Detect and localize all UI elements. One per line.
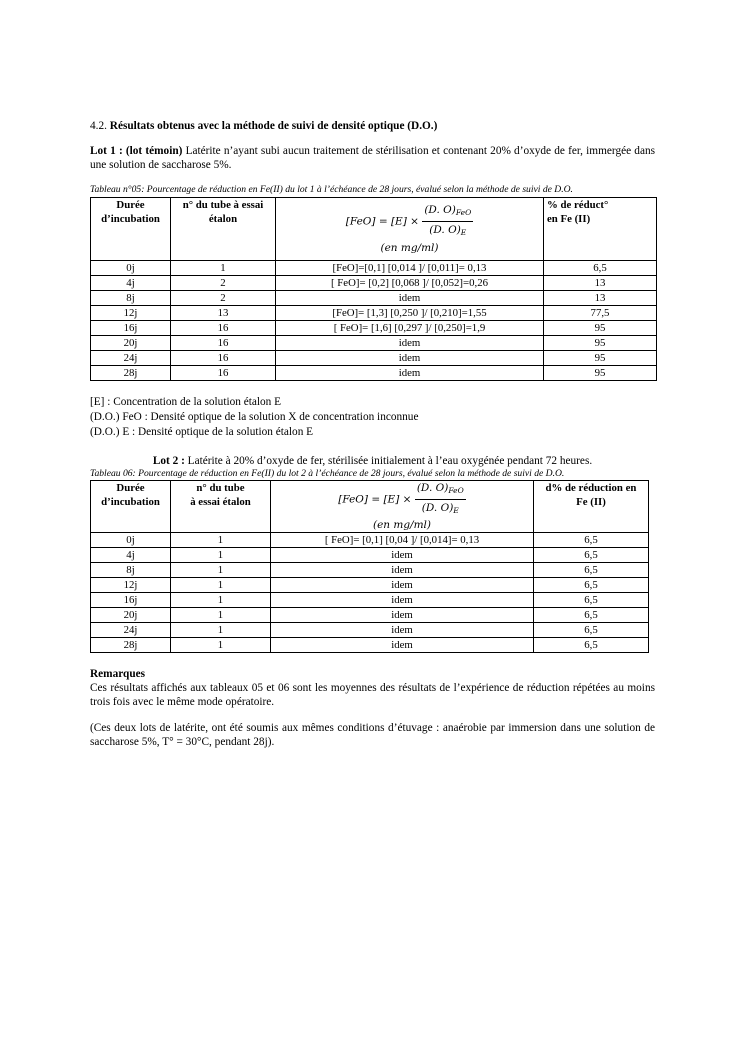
cell-tube: 1 — [171, 548, 271, 563]
cell-calc: [FeO]=[0,1] [0,014 ]/ [0,011]= 0,13 — [276, 261, 544, 276]
lot1-label: Lot 1 : (lot témoin) — [90, 145, 183, 157]
header-formula: [FeO] = [E] × $\frac{(D. O)_{FeO}}{(D. O)_E}$ (en mg/ml) — [271, 481, 534, 533]
cell-pct: 95 — [544, 351, 657, 366]
remarks-paragraph-2: (Ces deux lots de latérite, ont été soumis aux mêmes conditions d’étuvage : anaérobie par immersion dans une solution de saccharose 5%, T° = 30°C, pendant 28j). — [90, 722, 655, 748]
cell-calc: idem — [271, 548, 534, 563]
legend-line: (D.O.) FeO : Densité optique de la solution X de concentration inconnue — [90, 411, 419, 423]
table-row — [91, 336, 657, 351]
header-formula: [FeO] = [E] × $\frac{(D. O)_{FeO}}{(D. O)_E}$ (en mg/ml) — [276, 198, 544, 261]
cell-pct: 6,5 — [534, 623, 649, 638]
header-pct: d% de réduction en Fe (II) — [534, 481, 649, 533]
cell-duree: 16j — [91, 321, 171, 336]
table-row — [91, 608, 649, 623]
cell-tube: 16 — [171, 336, 276, 351]
cell-tube: 2 — [171, 276, 276, 291]
cell-tube: 2 — [171, 291, 276, 306]
cell-tube: 1 — [171, 623, 271, 638]
cell-tube: 1 — [171, 261, 276, 276]
section-title: Résultats obtenus avec la méthode de suivi de densité optique (D.O.) — [109, 120, 438, 132]
cell-tube: 1 — [171, 533, 271, 548]
table-row — [91, 276, 657, 291]
cell-pct: 6,5 — [534, 548, 649, 563]
cell-pct: 6,5 — [534, 533, 649, 548]
table-row — [91, 638, 649, 653]
header-tube: n° du tube à essai étalon — [171, 198, 276, 261]
cell-pct: 95 — [544, 336, 657, 351]
cell-calc: idem — [276, 366, 544, 381]
cell-pct: 6,5 — [534, 608, 649, 623]
cell-duree: 12j — [91, 578, 171, 593]
table-row — [91, 261, 657, 276]
table-row — [91, 351, 657, 366]
cell-pct: 13 — [544, 291, 657, 306]
cell-tube: 1 — [171, 593, 271, 608]
header-tube: n° du tube à essai étalon — [171, 481, 271, 533]
remarks-title: Remarques — [90, 668, 146, 680]
table-06 — [90, 480, 649, 653]
cell-pct: 6,5 — [534, 638, 649, 653]
cell-tube: 1 — [171, 578, 271, 593]
table-row — [91, 578, 649, 593]
table-row — [91, 548, 649, 563]
cell-duree: 28j — [91, 366, 171, 381]
lot2-text: Latérite à 20% d’oxyde de fer, stérilisée initialement à l’eau oxygénée pendant 72 heures. — [187, 455, 593, 467]
header-duree: Durée d’incubation — [91, 198, 171, 261]
table2-caption: Tableau 06: Pourcentage de réduction en Fe(II) du lot 2 à l’échéance de 28 jours, évalué selon la méthode de suivi de D.O. — [90, 468, 565, 479]
section-number: 4.2. — [90, 120, 107, 132]
cell-calc: idem — [271, 563, 534, 578]
table-05 — [90, 197, 657, 381]
table-row — [91, 593, 649, 608]
cell-calc: idem — [271, 623, 534, 638]
cell-pct: 6,5 — [534, 578, 649, 593]
cell-pct: 6,5 — [534, 593, 649, 608]
table-row — [91, 366, 657, 381]
legend — [90, 395, 655, 440]
cell-duree: 28j — [91, 638, 171, 653]
remarks-paragraph-1: Ces résultats affichés aux tableaux 05 et 06 sont les moyennes des résultats de l’expérience de réduction répétées au moins trois fois avec le même mode opératoire. — [90, 682, 655, 708]
table-row — [91, 563, 649, 578]
table-row — [91, 623, 649, 638]
lot2-label: Lot 2 : — [152, 455, 185, 467]
cell-tube: 16 — [171, 321, 276, 336]
cell-calc: idem — [276, 351, 544, 366]
cell-pct: 95 — [544, 321, 657, 336]
cell-calc: idem — [271, 578, 534, 593]
legend-line: (D.O.) E : Densité optique de la solution étalon E — [90, 426, 314, 438]
cell-tube: 1 — [171, 563, 271, 578]
cell-pct: 6,5 — [534, 563, 649, 578]
cell-calc: idem — [271, 608, 534, 623]
cell-pct: 95 — [544, 366, 657, 381]
cell-tube: 16 — [171, 351, 276, 366]
cell-tube: 13 — [171, 306, 276, 321]
cell-tube: 1 — [171, 638, 271, 653]
cell-pct: 13 — [544, 276, 657, 291]
cell-calc: [ FeO]= [0,1] [0,04 ]/ [0,014]= 0,13 — [271, 533, 534, 548]
cell-duree: 8j — [91, 563, 171, 578]
cell-duree: 24j — [91, 351, 171, 366]
cell-tube: 16 — [171, 366, 276, 381]
cell-duree: 20j — [91, 336, 171, 351]
legend-line: [E] : Concentration de la solution étalon E — [90, 396, 282, 408]
cell-calc: idem — [276, 336, 544, 351]
table-row — [91, 306, 657, 321]
table-row — [91, 533, 649, 548]
cell-pct: 77,5 — [544, 306, 657, 321]
header-pct: % de réduct° en Fe (II) — [544, 198, 657, 261]
cell-duree: 4j — [91, 276, 171, 291]
cell-duree: 24j — [91, 623, 171, 638]
cell-duree: 20j — [91, 608, 171, 623]
cell-duree: 12j — [91, 306, 171, 321]
header-duree: Durée d’incubation — [91, 481, 171, 533]
lot1-text: Latérite n’ayant subi aucun traitement de stérilisation et contenant 20% d’oxyde de fer, immergée dans une solution de saccharose 5%. — [90, 145, 656, 171]
cell-calc: idem — [276, 291, 544, 306]
cell-calc: [ FeO]= [1,6] [0,297 ]/ [0,250]=1,9 — [276, 321, 544, 336]
cell-duree: 16j — [91, 593, 171, 608]
table1-caption: Tableau n°05: Pourcentage de réduction en Fe(II) du lot 1 à l’échéance de 28 jours, évalué selon la méthode de suivi de D.O. — [90, 184, 573, 195]
cell-duree: 4j — [91, 548, 171, 563]
document-page — [90, 119, 655, 761]
cell-tube: 1 — [171, 608, 271, 623]
cell-duree: 0j — [91, 261, 171, 276]
cell-duree: 0j — [91, 533, 171, 548]
cell-calc: [ FeO]= [0,2] [0,068 ]/ [0,052]=0,26 — [276, 276, 544, 291]
table-row — [91, 321, 657, 336]
lot2-paragraph — [90, 454, 655, 468]
cell-calc: [FeO]= [1,3] [0,250 ]/ [0,210]=1,55 — [276, 306, 544, 321]
cell-duree: 8j — [91, 291, 171, 306]
cell-calc: idem — [271, 593, 534, 608]
cell-calc: idem — [271, 638, 534, 653]
table-row — [91, 291, 657, 306]
section-heading — [90, 119, 655, 133]
lot1-paragraph — [90, 144, 655, 172]
cell-pct: 6,5 — [544, 261, 657, 276]
